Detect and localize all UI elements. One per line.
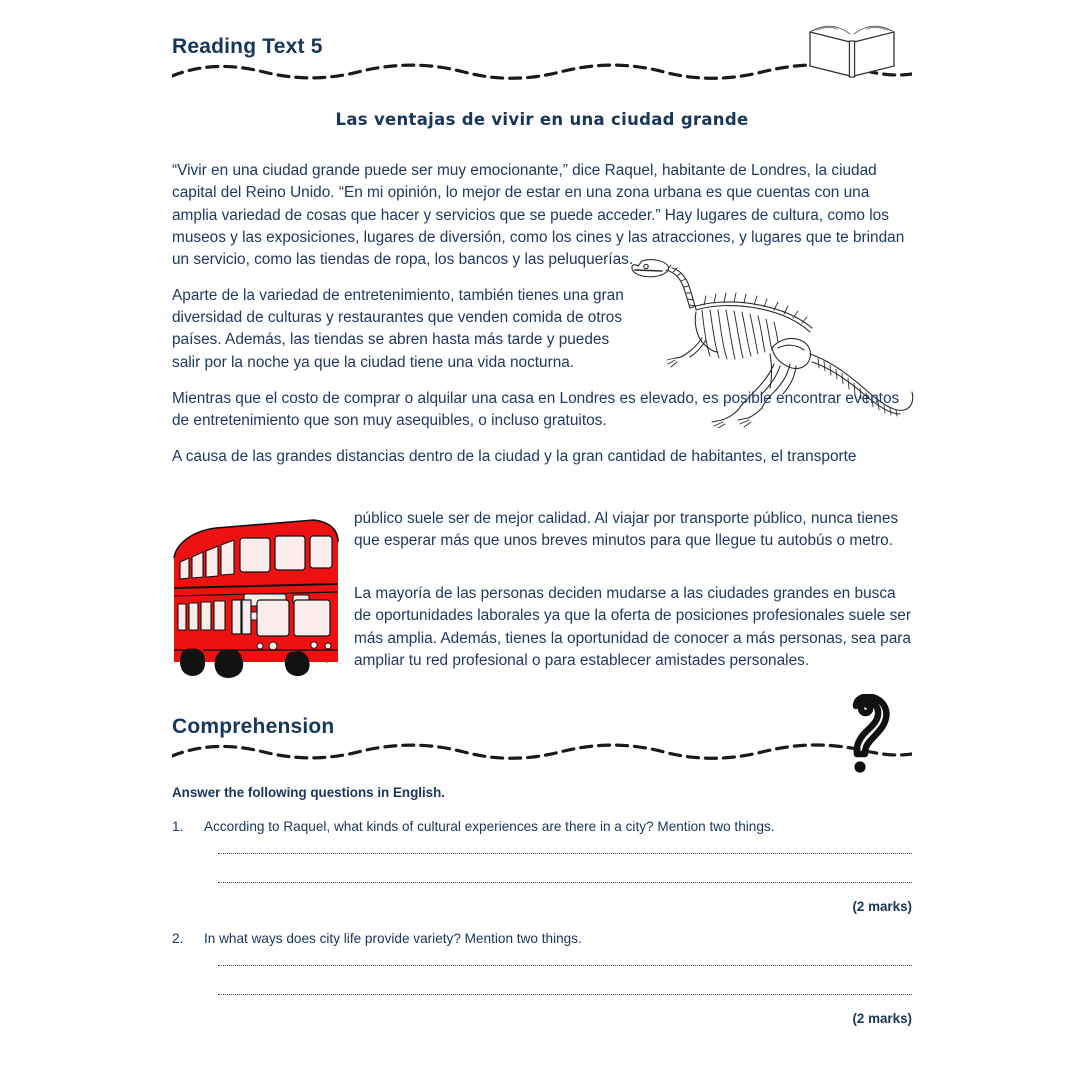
question-item-1 bbox=[172, 818, 912, 914]
question-1-number: 1. bbox=[172, 819, 184, 834]
question-2-text: In what ways does city life provide variety? Mention two things. bbox=[204, 931, 582, 946]
question-item-2 bbox=[172, 930, 912, 1026]
reading-passage bbox=[172, 160, 914, 481]
reading-passage-indented bbox=[354, 508, 914, 566]
question-1-row bbox=[172, 818, 912, 836]
reading-section-header bbox=[172, 36, 912, 82]
question-2-marks: (2 marks) bbox=[852, 1010, 912, 1026]
answer-line[interactable] bbox=[218, 882, 912, 883]
question-2-number: 2. bbox=[172, 931, 184, 946]
question-2-row bbox=[172, 930, 912, 948]
reading-text-title: Las ventajas de vivir en una ciudad grande bbox=[335, 110, 749, 129]
question-mark-icon bbox=[836, 694, 898, 776]
answer-line[interactable] bbox=[218, 853, 912, 854]
wavy-divider-reading bbox=[172, 60, 912, 82]
open-book-icon bbox=[806, 18, 898, 80]
answer-line[interactable] bbox=[218, 994, 912, 995]
question-2-answer-area[interactable] bbox=[218, 965, 912, 995]
comprehension-title: Comprehension bbox=[172, 715, 335, 738]
question-1-marks: (2 marks) bbox=[852, 898, 912, 914]
question-1-text: According to Raquel, what kinds of cultural experiences are there in a city? Mention two things. bbox=[204, 819, 775, 834]
passage-paragraph-3: Mientras que el costo de comprar o alquilar una casa en Londres es elevado, es posible encontrar eventos de entretenimiento que son muy asequibles, o incluso gratuitos. bbox=[172, 389, 900, 430]
answer-line[interactable] bbox=[218, 965, 912, 966]
passage-paragraph-1: “Vivir en una ciudad grande puede ser muy emocionante,” dice Raquel, habitante de Londres, la ciudad capital del Reino Unido. “En mi opinión, lo mejor de estar en una zona urbana es que cuentas con una amplia variedad de cosas que hacer y servicios que se puede acceder.” Hay lugares de cultura, como los museos y las exposiciones, lugares de diversión, como los cines y las atracciones, y lugares que te brindan un servicio, como las tiendas de ropa, los bancos y las peluquerías. bbox=[172, 162, 905, 269]
passage-paragraph-2: Aparte de la variedad de entretenimiento, también tienes una gran diversidad de culturas y restaurantes que venden comida de otros países. Además, las tiendas se abren hasta más tarde y puedes salir por la noche ya que la ciudad tiene una vida nocturna. bbox=[172, 286, 624, 371]
passage-paragraph-4: A causa de las grandes distancias dentro de la ciudad y la gran cantidad de habitantes, el transporte bbox=[172, 447, 857, 465]
passage-paragraph-5: La mayoría de las personas deciden mudarse a las ciudades grandes en busca de oportunidades laborales ya que la oferta de posiciones profesionales suele ser más amplia. Además, tienes la oportunidad de conocer a más personas, sea para ampliar tu red profesional o para establecer amistades personales. bbox=[354, 585, 911, 669]
page-title: Reading Text 5 bbox=[172, 35, 323, 58]
comprehension-section-header bbox=[172, 716, 912, 762]
reading-passage-last bbox=[354, 583, 914, 685]
comprehension-instruction: Answer the following questions in English. bbox=[172, 785, 446, 800]
red-double-decker-bus-illustration bbox=[162, 500, 352, 680]
question-1-answer-area[interactable] bbox=[218, 853, 912, 883]
wavy-divider-comprehension bbox=[172, 740, 912, 762]
passage-paragraph-4-wrap: público suele ser de mejor calidad. Al viajar por transporte público, nunca tienes que esperar más que unos breves minutos para que llegue tu autobús o metro. bbox=[354, 510, 899, 550]
